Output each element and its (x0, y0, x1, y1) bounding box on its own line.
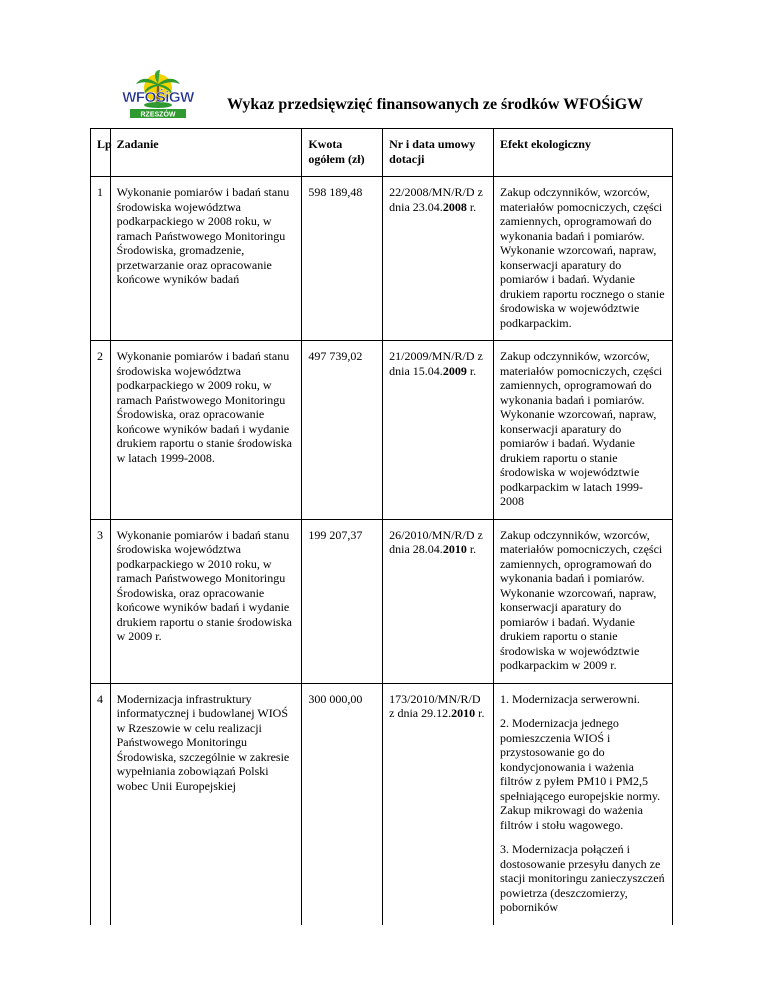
nr-text: 21/2009/MN/R/D z dnia 15.04. (389, 349, 483, 378)
table-row (91, 519, 673, 683)
cell-nr-umowy (383, 519, 494, 683)
cell-nr-umowy (383, 683, 494, 925)
table-row (91, 683, 673, 925)
cell-efekt (493, 177, 672, 341)
cell-kwota: 598 189,48 (302, 177, 383, 341)
logo-text-top: WFOŚiGW (122, 89, 194, 106)
palm-tree-logo-icon (102, 70, 212, 122)
cell-lp: 3 (91, 519, 111, 683)
header-zadanie: Zadanie (110, 129, 302, 177)
table-row (91, 341, 673, 520)
cell-lp: 2 (91, 341, 111, 520)
table-header-row (91, 129, 673, 177)
logo-text-bottom: RZESZÓW (140, 111, 176, 119)
cell-zadanie: Wykonanie pomiarów i badań stanu środowiska województwa podkarpackiego w 2010 roku, w ramach Państwowego Monitoringu Środowiska, oraz opracowanie końcowe wyników badań i wydanie drukiem raportu o stanie środowiska w 2009 r. (110, 519, 302, 683)
nr-year: 2008 (442, 199, 467, 214)
cell-kwota: 199 207,37 (302, 519, 383, 683)
table-row (91, 177, 673, 341)
nr-suffix: r. (466, 199, 477, 214)
nr-suffix: r. (475, 706, 485, 720)
nr-text: 22/2008/MN/R/D z dnia 23.04. (389, 185, 483, 214)
header-nr-umowy: Nr i data umowy dotacji (383, 129, 494, 177)
cell-nr-umowy (383, 177, 494, 341)
header-lp: Lp (91, 129, 111, 177)
cell-lp: 1 (91, 177, 111, 341)
nr-year: 2010 (442, 542, 467, 556)
page-title: Wykaz przedsięwzięć finansowanych ze środków WFOŚiGW (227, 96, 644, 113)
cell-kwota: 300 000,00 (302, 683, 383, 925)
cell-efekt (493, 519, 672, 683)
efekt-item: Zakup odczynników, wzorców, materiałów pomocniczych, części zamiennych, oprogramowań do wykonania badań i pomiarów. Wykonanie wzorcowań, napraw, konserwacji aparatury do pomiarów i badań. Wydanie drukiem raportu o stanie środowiska w województwie podkarpackim w latach 1999-2008 (499, 349, 663, 508)
projects-table (90, 128, 673, 925)
nr-text: 173/2010/MN/R/D z dnia 29.12. (389, 691, 481, 720)
nr-text: 26/2010/MN/R/D z dnia 28.04. (389, 527, 483, 556)
cell-nr-umowy (383, 341, 494, 520)
nr-year: 2010 (451, 706, 476, 720)
cell-lp: 4 (91, 683, 111, 925)
efekt-item: 1. Modernizacja serwerowni. (499, 691, 640, 706)
nr-year: 2009 (442, 363, 467, 378)
cell-zadanie: Wykonanie pomiarów i badań stanu środowiska województwa podkarpackiego w 2009 roku, w ramach Państwowego Monitoringu Środowiska, oraz opracowanie końcowe wyników badań i wydanie drukiem raportu o stanie środowiska w latach 1999-2008. (110, 341, 302, 520)
efekt-item: 2. Modernizacja jednego pomieszczenia WIOŚ i przystosowanie go do kondycjonowania i ważenia filtrów z pyłem PM10 i PM2,5 spełniającego europejskie normy. Zakup mikrowagi do ważenia filtrów i stołu wagowego. (499, 716, 661, 832)
cell-efekt (493, 341, 672, 520)
efekt-item: Zakup odczynników, wzorców, materiałów pomocniczych, części zamiennych, oprogramowań do wykonania badań i pomiarów. Wykonanie wzorcowań, napraw, konserwacji aparatury do pomiarów i badań. Wydanie drukiem raportu o stanie środowiska w województwie podkarpackim w 2009 r. (499, 527, 663, 672)
cell-zadanie: Wykonanie pomiarów i badań stanu środowiska województwa podkarpackiego w 2008 roku, w ramach Państwowego Monitoringu Środowiska, gromadzenie, przetwarzanie oraz opracowanie końcowe wyników badań (110, 177, 302, 341)
efekt-item: Zakup odczynników, wzorców, materiałów pomocniczych, części zamiennych, oprogramowań do wykonania badań i pomiarów. Wykonanie wzorcowań, napraw, konserwacji aparatury do pomiarów i badań. Wydanie drukiem raportu rocznego o stanie środowiska w województwie podkarpackim. (499, 185, 665, 330)
cell-kwota: 497 739,02 (302, 341, 383, 520)
cell-zadanie: Modernizacja infrastruktury informatycznej i budowlanej WIOŚ w Rzeszowie w celu realizacji Państwowego Monitoringu Środowiska, szczególnie w zakresie wypełniania zobowiązań Polski wobec Unii Europejskiej (110, 683, 302, 925)
header-kwota: Kwota ogółem (zł) (302, 129, 383, 177)
efekt-item: 3. Modernizacja połączeń i dostosowanie przesyłu danych ze stacji monitoringu zanieczyszczeń powietrza (deszczomierzy, poborników (499, 842, 665, 914)
cell-efekt (493, 683, 672, 925)
document-header (102, 70, 702, 122)
nr-suffix: r. (466, 542, 477, 556)
header-efekt: Efekt ekologiczny (493, 129, 672, 177)
nr-suffix: r. (466, 363, 477, 378)
